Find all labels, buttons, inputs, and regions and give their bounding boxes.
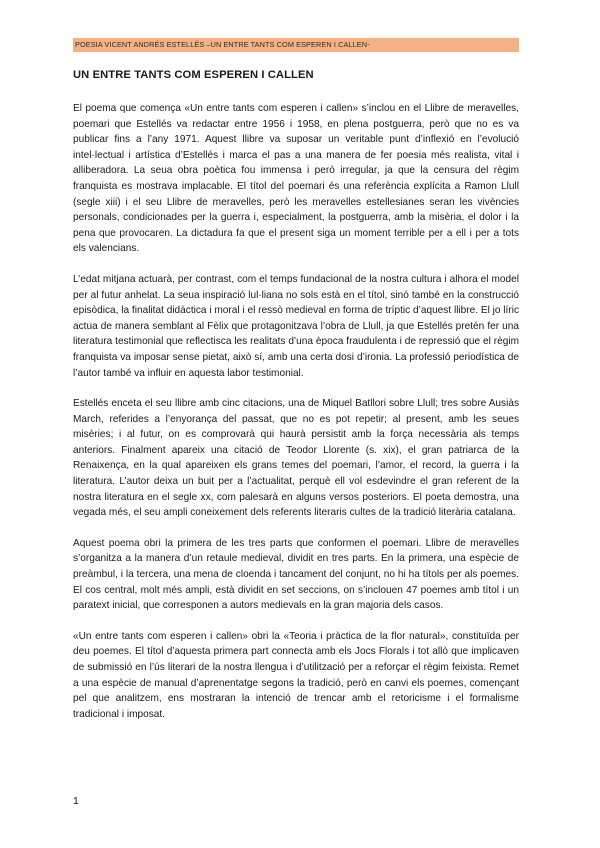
paragraph: El poema que comença «Un entre tants com esperen i callen» s’inclou en el Llibre de meravelles, poemari que Estellés va redactar entre 1956 i 1958, en plena postguerra, però que no es va publicar fins a l’any 1971. Aquest llibre va suposar un veritable punt d’inflexió en l’evolució intel·lectual i artística d’Estellés i marca el pas a una manera de fer poesia més realista, vital i alliberadora. La seua obra poètica fou immensa i però irregular, ja que la censura del règim franquista es mostrava implacable. El títol del poemari és una referència explícita a Ramon Llull (segle xiii) i el seu Llibre de meravelles, però les meravelles estellesianes seran les vivències personals, condicionades per la guerra i, especialment, la postguerra, amb la misèria, el dolor i la pena que provocaren. La dictadura fa que el present siga un moment terrible per a ell i per a tots els valencians. [73,103,519,255]
paragraph: Estellés enceta el seu llibre amb cinc citacions, una de Miquel Batllori sobre Llull; tres sobre Ausiàs March, referides a l’enyorança del passat, que no es pot repetir; al present, amb les seues misèries; i al futur, on es comprovarà qui haurà persistit amb la força necessària als temps anteriors. Finalment apareix una citació de Teodor Llorente (s. xix), el gran patriarca de la Renaixença, en la qual apareixen els grans temes del poemari, l’amor, el record, la guerra i la literatura. L’autor deixa un buit per a l’actualitat, perquè ell vol esdevindre el gran referent de la nostra literatura en el segle xx, com palesarà en alguns versos posteriors. El poeta demostra, una vegada més, el seu ampli coneixement dels referents literaris cultes de la tradició literària catalana. [73,398,519,519]
document-title: UN ENTRE TANTS COM ESPEREN I CALLEN [73,69,314,81]
paragraph: Aquest poema obri la primera de les tres parts que conformen el poemari. Llibre de meravelles s’organitza a la manera d’un retaule medieval, dividit en tres parts. En la primera, una espècie de preàmbul, i la tercera, una mena de cloenda i tancament del conjunt, no hi ha títols per als poemes. El cos central, molt més ampli, està dividit en set seccions, on s’inclouen 47 poemes amb títol i un paratext inicial, que corresponen a autors medievals en la gran majoria dels casos. [73,537,519,612]
paragraph: L’edat mitjana actuarà, per contrast, com el temps fundacional de la nostra cultura i alhora el model per al futur anhelat. La seua inspiració lul·liana no sols està en el títol, sinó també en la construcció episòdica, la finalitat didàctica i moral i el ressò medieval en forma de tríptic d’aquest llibre. El jo líric actua de manera semblant al Fèlix que protagonitzava l’obra de Llull, ja que Estellés pretén fer una literatura testimonial que reflectisca les realitats d’una època fraudulenta i de repressió que el règim franquista va imposar sense pietat, això sí, amb una certa dosi d’ironia. La professió periodística de l’autor també va influir en aquesta labor testimonial. [73,273,520,379]
page-number: 1 [73,795,79,807]
document-body [73,101,519,737]
paragraph: «Un entre tants com esperen i callen» obri la «Teoria i pràctica de la flor natural», constituïda per deu poemes. El títol d’aquesta primera part connecta amb els Jocs Florals i tot allò que implicaven de submissió en l’ús literari de la nostra llengua i d’utilització per a reforçar el règim feixista. Remet a una espècie de manual d’aprenentatge segons la tradició, però en canvi els poemes, començant pel que analitzem, ens mostraran la intenció de trencar amb el retoricisme i el formalisme tradicional i imposat. [73,630,519,720]
running-header: POESIA VICENT ANDRÉS ESTELLÉS –UN ENTRE TANTS COM ESPEREN I CALLEN- [73,38,519,52]
